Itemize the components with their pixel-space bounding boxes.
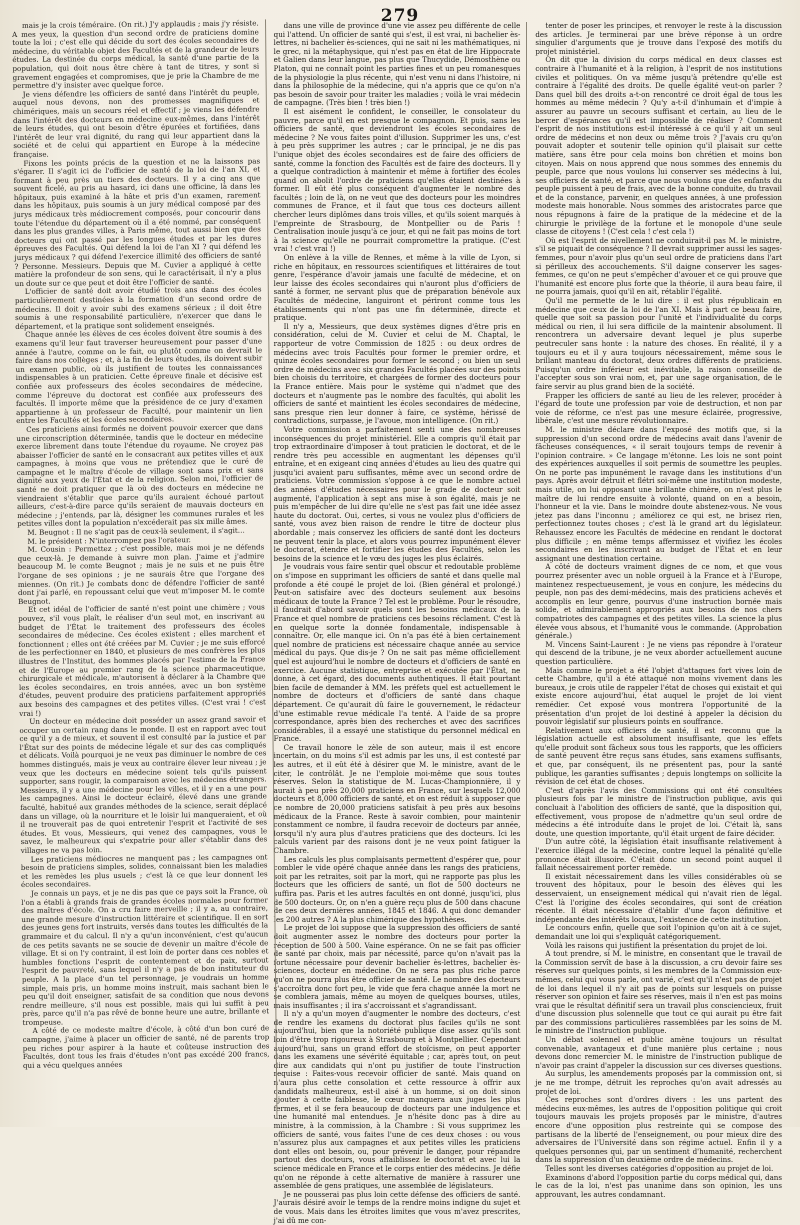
paragraph: Qu'il me permette de le lui dire : il est plus républicain en médecine que ceux de la loi de l'an XI. Mais à part ce beau faire, quelle que soit sa passion pour l'unité et l'individualité du corps médical ou rien, il lui sera difficile de la maintenir absolument. Il rencontrera un adversaire devant lequel je plus superbe peutreculer sans honte : la nature des choses. En réalité, il y a toujours eu et il y aura toujours nécessairement, même sous le brillant manteau du doctorat, deux ordres différents de praticiens. Puisqu'un ordre inférieur est inévitable, la raison conseille de l'accepter sous son vrai nom, et, par une sage organisation, de le faire servir au plus grand bien de la société. (535, 296, 783, 391)
paragraph: A tout prendre, si M. le ministre, en consentant que le travail de la Commission servît de base à la discussion, a cru devoir faire ses réserves sur quelques points, si les membres de la Commission eux-mêmes, celui qui vous parle, ont varié, c'est qu'il n'est pas de projet de loi dans lequel il n'y ait pas de points sur lesquels on puisse réserver son opinion et faire ses réserves, mais il n'en est pas moins vrai que le résultat définitif sera un travail plus consciencieux, fruit d'une discussion plus solennelle que tout ce qui aurait pu être fait par des commissions particulières rassemblées par les soins de M. le ministre de l'instruction publique. (535, 949, 783, 1036)
paragraph: Le projet de loi suppose que la suppression des officiers de santé doit augmenter assez le nombre des docteurs pour porter la réception de 500 à 500. Vaine espérance. On ne se fait pas officier de santé par choix, mais par nécessité, parce qu'on n'avait pas la fortune nécessaire pour devenir bachelier ès-lettres, bachelier ès-sciences, docteur en médecine. On ne sera pas plus riche parce qu'on ne pourra plus être officier de santé. Le nombre des docteurs s'accroîtra donc fort peu, le vide que fera chaque année la mort ne se comblera jamais, même au moyen de quelques bourses, utiles, mais insuffisantes ; il ira s'accroissant et s'agrandissant. (273, 923, 521, 1010)
paragraph: Ce travail honore le zèle de son auteur, mais il est encore incertain, on du moins s'il est admis par les uns, il est contesté par les autres, et il eût été à désirer que M. le ministre, avant de le citer, le contrôlât. Je ne l'emploie moi-même que sous toutes réserves. Selon la statistique de M. Lucas-Championnière, il y aurait à peu près 20,000 praticiens en France, sur lesquels 12,000 docteurs et 8,000 officiers de santé, et on est réduit à supposer que ce nombre de 20,000 praticiens satisfait à peu près aux besoins médicaux de la France. Reste à savoir combien, pour maintenir constamment ce nombre, il faudra recevoir de docteurs par année, lorsqu'il n'y aura plus d'autres praticiens que des docteurs. Ici les calculs varient par des raisons dont je ne veux point fatiguer la Chambre. (273, 742, 521, 855)
paragraph: M. le président : N'interrompez pas l'orateur. (27, 534, 191, 546)
column-left (12, 19, 277, 1120)
text-columns (12, 18, 788, 1225)
paragraph: Un débat solennel et public amène toujours un résultat convenable, avantageux et d'une manière plus certaine ; nous devons donc remercier M. le ministre de l'instruction publique de n'avoir pas craint d'appeler la discussion sur ces diverses questions. (535, 1035, 783, 1070)
paragraph: Il est aisément le confident, le conseiller, le consolateur du pauvre, parce qu'il en est presque le compagnon. Et puis, sans les officiers de santé, que deviendront les écoles secondaires de médecine ? Ne vous faites point d'illusion. Supprimer les uns, c'est à peu près supprimer les autres ; car le principal, je ne dis pas l'unique objet des écoles secondaires est de faire des officiers de santé, comme la fonction des Facultés est de faire des docteurs. Il y a quelque contradiction à maintenir et même à fortifier des écoles quand on abolit l'ordre de praticiens qu'elles étaient destinées à former. Il eût été plus conséquent d'augmenter le nombre des facultés ; loin de là, on ne veut que des docteurs pour les moindres communes de France, et il faut que tous ces docteurs aillent chercher leurs diplômes dans trois villes, et qu'ils soient marqués à l'empreinte de Strasbourg, de Montpellier ou de Paris ! Centralisation inouïe jusqu'à ce jour, et qui ne fait pas moins de tort à la science qu'elle ne pourrait compromettre la pratique. (C'est vrai ! c'est vrai !) (273, 106, 521, 254)
paragraph: Les praticiens médiocres ne manquent pas ; les campagnes ont besoin de praticiens simples, solides, connaissant bien les maladies et les remèdes les plus usuels ; c'est là ce que leur donnent les écoles secondaires. (20, 851, 268, 890)
paragraph: Il existait nécessairement dans les villes considérables où se trouvent des hôpitaux, pour le besoin des élèves qui les desservaient, un enseignement médical qui n'avait rien de légal. C'est là l'origine des écoles secondaires, qui sont de création récente. Il était nécessaire d'établir d'une façon définitive et indépendante des intérêts locaux, l'existence de cette institution. (535, 871, 783, 924)
paragraph: A côté de docteurs vraiment dignes de ce nom, et que vous pourrez présenter avec un noble orgueil à la France et à l'Europe, maintenez respectueusement, je vous en conjure, les médecins du peuple, non pas des demi-médecins, mais des praticiens achevés et accomplis en leur genre, pourvus d'une instruction bornée mais solide, et admirablement appropriés aux besoins de nos chers compatriotes des campagnes et des petites villes. La science la plus élevée vous absous, et l'humanité vous le commande. (Approbation générale.) (535, 562, 783, 641)
paragraph: Un docteur en médecine doit posséder un assez grand savoir et occuper un certain rang dans le monde. Il est en rapport avec tout ce qu'il y a de mieux, et souvent il est consulté par la justice et par l'État sur des points de médecine légale et sur des cas compliqués et délicats. Voilà pourquoi je ne veux pas diminuer le nombre de ces hommes distingués, mais je veux au contraire élever leur niveau ; je veux que les docteurs en médecine soient tels qu'ils puissent supporter, sans rougir, la comparaison avec les médecins étrangers. Messieurs, il y a une médecine pour les villes, et il y en a une pour les campagnes. Ainsi le docteur éclairé, élevé dans une grande faculté, habitué aux grandes méthodes de la science, serait déplacé dans un village, où la nourriture et le loisir lui manqueraient, et où il ne trouverait pas de quoi entretenir l'esprit et l'activité de ses études. Et vous, Messieurs, qui venez des campagnes, vous le savez, le malheureux qui s'expatrie pour aller s'établir dans des villages ne va pas loin. (19, 714, 268, 855)
paragraph: M. le ministre déclare dans l'exposé des motifs que, si la suppression d'un second ordre de médecins avait dans l'avenir de fâcheuses conséquences, « il serait toujours temps de revenir à l'opinion contraire. » Ce langage m'étonne. Les lois ne sont point des expériences auxquelles il soit permis de soumettre les peuples. On ne porte pas impunément le ravage dans les institutions d'un pays. Après avoir détruit et flétri soi-même une institution modeste, mais utile, on lui opposant une brillante chimère, on n'est plus le maître de lui rendre ensuite à volonté, quand on en a besoin, l'honneur et la vie. Dans le moindre doute abstenez-vous. Ne vous jetez pas dans l'inconnu ; améliorez ce qui est, ne brisez rien, perfectionnez toutes choses ; c'est là le grand art du législateur. Rehaussez encore les Facultés de médecine en rendant le doctorat plus difficile ; en même temps affermissez et vivifiez les écoles secondaires en les inscrivant au budget de l'État et en leur assignant une destination certaine. (535, 424, 783, 563)
paragraph: Où est l'esprit de nivellement ne conduirait-il pas M. le ministre, s'il se piquait de conséquence ? Il devrait supprimer aussi les sages-femmes, pour n'avoir plus qu'un seul ordre de praticiens dans l'art si périlleux des accouchements. S'il daigne conserver les sages-femmes, ce qu'on ne peut s'empêcher d'avouer et ce qui prouve que l'humanité est encore plus forte que la théorie, il aura beau faire, il ne pourra jamais, quoi qu'il en ait, rétablir l'égalité. (535, 235, 783, 297)
paragraph: Fixons les points précis de la question et ne la laissons pas s'égarer. Il s'agit ici de l'officier de santé de la loi de l'an XI, et formant à peu près un tiers des docteurs. Il y a cinq ans que souvent ficelé, au pris au hasard, ici dans une officine, là dans les hôpitaux, puis examiné à la hâte et pris d'un examen, rarement dans les hôpitaux, puis soumis à un jury médical composé par des jurys médicaux très médiocrement composés, pour concourir dans toute l'étendue du département où il a été nommé, par conséquent dans les plus grandes villes, à Paris même, tout aussi bien que des docteurs qui ont passé par les longues études et par les dures épreuves des Facultés. Qui défend la loi de l'an XI ? qui défend les jurys médicaux ? qui défend l'exercice illimité des officiers de santé ? Personne. Messieurs. Depuis que M. Cuvier a appliqué à cette matière la profondeur de son sens, qui le caractérisait, il n'y a plus un doute sur ce que peut et doit être l'officier de santé. (13, 155, 262, 288)
page-number: 279 (380, 6, 420, 26)
paragraph: Voilà les raisons qui justifient la présentation du projet de loi. (545, 940, 768, 950)
paragraph: Il n'y a, Messieurs, que deux systèmes dignes d'être pris en considération, celui de M. Cuvier et celui de M. Chaptal, le rapporteur de votre Commission de 1825 : ou deux ordres de médecins avec trois Facultés pour former le premier ordre, et quinze écoles secondaires pour former le second ; ou bien un seul ordre de médecins avec six grandes Facultés placées sur des points bien choisis du territoire, et chargées de former des docteurs pour la France entière. Mais pour le système qui n'admet que des docteurs et n'augmente pas le nombre des facultés, qui abolit les officiers de santé et maintient les écoles secondaires de médecine, sans presque rien leur donner à faire, ce système, hérissé de contradictions, surpasse, je l'avoue, mon intelligence. (On rit.) (273, 321, 521, 426)
paragraph: Je connais un pays, et je ne dis pas que ce pays soit la France, où l'on a établi à grands frais de grandes écoles normales pour former des maîtres d'école. On a cru faire merveille ; il y a, au contraire, une grande mesure d'instruction littéraire et scientifique. Il en sort des jeunes gens fort instruits, versés dans toutes les difficultés de la grammaire et du calcul. Il n'y a qu'un inconvénient, c'est qu'aucun de ces petits savants ne se soucie de devenir un maître d'école de village. Et si on l'y contraint, il est loin de porter dans ces nobles et humbles fonctions l'esprit de contentement et de paix, surtout l'esprit de pauvreté, sans lequel il n'y a pas de bon instituteur du peuple. A la place d'un tel personnage, je voudrais un homme simple, mais pris, un homme moins instruit, mais sachant bien le peu qu'il doit enseigner, satisfait de sa condition que nous devons rendre meilleure, s'il nous est possible, mais qui lui suffit à peu près, parce qu'il n'a pas rêvé de bonne heure une autre, brillante et trompeuse. (21, 886, 270, 1027)
paragraph: Le concours enfin, quelle que soit l'opinion qu'on ait à ce sujet, demandait une loi qui s'expliquât catégoriquement. (535, 923, 783, 941)
paragraph: Il n'y a qu'un moyen d'augmenter le nombre des docteurs, c'est de rendre les examens du doctorat plus faciles qu'ils ne sont aujourd'hui, bien que la notoriété publique dise assez qu'ils sont loin d'être trop rigoureux à Strasbourg et à Montpellier. Cependant aujourd'hui, sans un grand effort de stoïcisme, on peut apporter dans les examens une sévérité équitable ; car, après tout, on peut dire aux candidats qui n'ont pu justifier de toute l'instruction requise : Faites-vous recevoir officier de santé. Mais quand on n'aura plus cette consolation et cette ressource à offrir aux candidats malheureux, est-il aisé à un homme, si on doit sinon ajouter à cette faiblesse, le cœur manquera aux juges les plus fermes, et il se fera beaucoup de docteurs par une indulgence et une humanité mal entendues. Je n'hésite donc pas à dire au ministre, à la commission, à la Chambre : Si vous supprimez les officiers de santé, vous faites l'une de ces deux choses : ou vous n'assurez plus aux campagnes et aux petites villes les praticiens dont elles ont besoin, ou, pour prévenir le danger, pour répandre partout des docteurs, vous affaiblissez le doctorat et avec lui la science médicale en France et le corps entier des médecins. Je défie qu'on ne réponde à cette alternative de manière à rassurer une assemblée de gens pratiques, une assemblée de législateurs. (273, 1009, 521, 1191)
paragraph: Je ne pousserai pas plus loin cette défense des officiers de santé. J'aurais désiré avoir le temps de la rendre moins indigne du sujet et de vous. Mais dans les étroites limites que vous m'avez prescrites, j'ai dû me con- (273, 1189, 521, 1225)
paragraph: D'un autre côté, la législation était insuffisante relativement à l'exercice illégal de la médecine, contre lequel la pénalité qu'elle prononce était illusoire. C'était donc un second point auquel il fallait nécessairement porter remède. (535, 837, 783, 873)
paragraph: On dit que la division du corps médical en deux classes est contraire à l'humanité et à la religion, à l'esprit de nos institutions civiles et politiques. On va même jusqu'à prétendre qu'elle est contraire à l'égalité des droits. De quelle égalité veut-on parler ? Dans quel bill des droits a-t-on rencontré ce droit égal de tous les hommes au même médecin ? Qu'y a-t-il d'inhumain et d'impie à assurer au pauvre un secours suffisant et certain, au lieu de le bercer d'espérances qu'il est impossible de réaliser ? Comment l'esprit de nos institutions est-il intéressé à ce qu'il y ait un seul ordre de médecins et non deux ou même trois ? J'avais cru qu'on pouvait adopter et soutenir telle opinion qu'il plaisait sur cette matière, sans être pour cela moins bon chrétien et moins bon citoyen. Mais on nous apprend que nous sommes des ennemis du peuple, parce que nous voulons lui conserver ses médecins à lui, ses officiers de santé, et parce que nous voulons que des enfants du peuple puissent à peu de frais, avec de la bonne conduite, du travail et de la constance, parvenir, en quelques années, à une profession modeste mais honorable. Nous sommes des aristocrates parce que nous répugnons à faire de la pratique de la médecine et de la chirurgie le privilège de la fortune et le monopole d'une seule classe de citoyens ! (C'est cela ! c'est cela !) (535, 55, 783, 237)
paragraph: L'officier de santé doit avoir étudié trois ans dans des écoles particulièrement destinées à la formation d'un second ordre de médecins. Il doit y avoir subi des examens sérieux ; il doit être soumis à une responsabilité particulière, n'exercer que dans le département, et la pratique sont solidement enseignés. (14, 284, 262, 331)
column-middle (273, 21, 528, 1225)
paragraph: Ces reproches sont d'ordres divers : les uns partent des médecins eux-mêmes, les autres de l'opposition politique qui croit toujours mauvais les projets proposés par le ministre, d'autres encore d'une opposition plus restreinte qui se compose des partisans de la liberté de l'enseignement, ou pour mieux dire des adversaires de l'Université dans son régime actuel. Enfin il y a quelques personnes qui, par un sentiment d'humanité, recherchent dans la suppression d'un deuxième ordre de médecins. (535, 1095, 783, 1165)
paragraph: dans une ville de province d'une vie assez peu différente de celle qui l'attend. Un officier de santé qui s'est, il est vrai, ni bachelier ès-lettres, ni bachelier ès-sciences, qui ne sait ni les mathématiques, ni le grec, ni la métaphysique, qui n'est pas en état de lire Hippocrate et Galien dans leur langue, pas plus que Thucydide, Démosthène ou Platon, qui ne connaît point les parties fines et un peu romanesques de la physiologie la plus récente, qui n'est venu ni dans l'histoire, ni dans la philosophie de la médecine, qui n'a appris que ce qu'on n'a pas besoin de savoir pour traiter les maladies ; voilà le vrai médecin de campagne. (Très bien ! très bien !) (273, 21, 521, 108)
paragraph: Votre commission a parfaitement senti une des nombreuses inconséquences du projet ministériel. Elle a compris qu'il était par trop extraordinaire d'imposer à tout praticien le doctorat, et de le rendre très peu accessible en augmentant les dépenses qu'il entraîne, et en exigeant cinq années d'études au lieu des quatre qui jusqu'ici avaient paru suffisantes, même avec un second ordre de praticiens. Votre commission s'oppose à ce que le nombre actuel des années d'études nécessaires pour le grade de docteur soit augmenté, l'application à sept ans mise à son égalité, mais je ne puis m'empêcher de lui dire qu'elle ne s'est pas fait une idée assez haute du doctorat. Oui, certes, si vous ne voulez plus d'officiers de santé, vous avez bien raison de rendre le titre de docteur plus abordable ; mais conservez les officiers de santé dont les docteurs ne peuvent tenir la place, et alors vous pourrez impunément élever le doctorat, étendre et fortifier les études des Facultés, selon les besoins de la science et le vœu des juges les plus éclairés. (273, 424, 521, 563)
paragraph: Examinons d'abord l'opposition partie du corps médical qui, dans le cas de la loi, n'est pas unanime dans son opinion, les uns approuvant, les autres condamnant. (535, 1172, 783, 1199)
paragraph: tenter de poser les principes, et renvoyer le reste à la discussion des articles. Je terminerai par une brève réponse à un ordre singulier d'arguments que je trouve dans l'exposé des motifs du projet ministériel. (535, 21, 783, 56)
paragraph: Au surplus, les amendements proposés par la commission ont, si je ne me trompe, détruit les reproches qu'on avait adressés au projet de loi. (535, 1069, 783, 1096)
paragraph: Chaque année les élèves de ces écoles doivent être soumis à des examens qu'il leur faut traverser heureusement pour passer d'une année à l'autre, comme on le fait, ou plutôt comme on devrait le faire dans nos collèges ; et, à la fin de leurs études, ils doivent subir un examen public, où ils justifient de toutes les connaissances indispensables à un praticien. Cette épreuve finale et décisive est confiée aux professeurs des écoles secondaires de médecine, comme l'épreuve du doctorat est confiée aux professeurs des facultés. Il importe même que la présidence de ce jury d'examen appartienne à un professeur de Faculté, pour maintenir un lien entre les Facultés et les écoles secondaires. (15, 327, 263, 426)
paragraph: mais je la crois téméraire. (On rit.) J'y applaudis ; mais j'y résiste. A mes yeux, la question d'un second ordre de praticiens domine toute la loi ; c'est elle qui décide du sort des écoles secondaires de médecine, du véritable objet des Facultés et de la grandeur de leurs études. La destinée du corps médical, la santé d'une partie de la population, qui doit nous être chère à tant de titres, y sont si gravement engagées et compromises, que je prie la Chambre de me permettre d'y insister avec quelque force. (12, 18, 260, 91)
paragraph: M. Beugnot : Il ne s'agit pas de ceux-là seulement, il s'agit… (27, 525, 245, 537)
paragraph: Relativement aux officiers de santé, il est reconnu que la législation actuelle est absolument insuffisante, que les effets qu'elle produit sont fâcheux sous tous les rapports, que les officiers de santé peuvent être reçus sans études, sans examens suffisants, et que, par conséquent, ils ne présentent pas, pour la santé publique, les garanties suffisantes ; depuis longtemps on sollicite la révision de cet état de choses. (535, 725, 783, 787)
paragraph: C'est d'après l'avis des Commissions qui ont été consultées plusieurs fois par le ministre de l'instruction publique, avis qui concluait à l'abolition des officiers de santé, que la disposition qui, effectivement, vous propose de n'admettre qu'un seul ordre de médecins a été introduite dans le projet de loi. C'était là, sans doute, une question importante, qu'il était urgent de faire décider. (535, 785, 783, 838)
paragraph: Frapper les officiers de santé au lieu de les relever, procéder à l'égard de toute une profession par voie de destruction, et non par voie de réforme, ce n'est pas une mesure éclairée, progressive, libérale, c'est une mesure révolutionnaire. (535, 390, 783, 426)
paragraph: M. Cousin : Permettez ; c'est possible, mais moi je ne défends que ceux-là. Je demande à suivre mon plan. J'aime et j'admire beaucoup M. le comte Beugnot ; mais je ne suis et ne puis être l'organe de ses opinions ; je ne saurais être que l'organe des miennes. (On rit.) Je combats donc de défendre l'officier de santé dont j'ai parlé, en repoussant celui que veut m'imposer M. le comte Beugnot. (17, 542, 265, 606)
paragraph: Mais comme le projet a été l'objet d'attaques fort vives loin de cette Chambre, qu'il a été attaqué non moins vivement dans les bureaux, je crois utile de rappeler l'état de choses qui existait et qui existe encore aujourd'hui, état auquel le projet de loi vient remédier. Cet exposé vous montrera l'opportunité de la présentation d'un projet de loi destiné à appeler la décision du pouvoir législatif sur plusieurs points en souffrance. (535, 665, 783, 727)
paragraph: Telles sont les diverses catégories d'opposition au projet de loi. (545, 1163, 774, 1173)
paragraph: Je voudrais vous faire sentir quel obscur et redoutable problème on s'impose en supprimant les officiers de santé et dans quelle mal profonde a été coupé le projet de loi. (Bien général et prolongé.) Peut-on satisfaire avec des docteurs seulement aux besoins médicaux de toute la France ? Tel est le problème. Pour le résoudre, il faudrait d'abord savoir quels sont les besoins médicaux de la France et quel nombre de praticiens ces besoins réclament. C'est là en quelque sorte la donnée fondamentale, indispensable à connaître. Or, elle manque ici. On n'a pas été à bien certainement quel nombre de praticiens est nécessaire chaque année au service médical du pays. Que dis-je ? On ne sait pas même officiellement quel est aujourd'hui le nombre de docteurs et d'officiers de santé en exercice. Aucune statistique, entreprise et exécutée par l'État, ne donne, à cet égard, des documents authentiques. Il était pourtant bien facile de demander à MM. les préfets quel est actuellement le nombre de docteurs et d'officiers de santé dans chaque département. Ce qu'aurait dû faire le gouvernement, le rédacteur d'une estimable revue médicale l'a tenté. A l'aide de sa propre correspondance, après bien des recherches et avec des sacrifices considérables, il a essayé une statistique du personnel médical en France. (273, 562, 521, 744)
paragraph: Je viens défendre les officiers de santé dans l'intérêt du peuple, auquel nous devons, non des promesses magnifiques et chimériques, mais un secours réel et effectif ; je viens les défendre dans l'intérêt des docteurs en médecine eux-mêmes, dans l'intérêt de leurs études, qui ont besoin d'être épurées et fortifiées, dans l'intérêt de leur vrai dignité, du rang qui leur appartient dans la société et de celui qui appartient en Europe à la médecine française. (12, 87, 261, 159)
paragraph: M. Vincens Saint-Laurent : Je ne viens pas répondre à l'orateur qui descend de la tribune, je ne veux aborder actuellement aucune question particulière. (535, 639, 783, 666)
paragraph: Les calculs les plus complaisants permettent d'espérer que, pour combler le vide opéré chaque année dans les rangs des praticiens, soit par les retraites, soit par la mort, qui ne rapporte pas plus les docteurs que les officiers de santé, un flot de 500 docteurs ne suffira pas. Paris et les autres facultés en ont donné, jusqu'ici, plus de 500 docteurs. Or, on n'en a guère reçu plus de 500 dans chacune de ces deux dernières années, 1845 et 1846. A qui donc demander les 200 autres ? A la plus chimérique des hypothèses. (273, 854, 521, 924)
paragraph: A côté de ce modeste maître d'école, à côté d'un bon curé de campagne, j'aime à placer un officier de santé, né de parents trop peu riches pour aspirer à la haute et coûteuse instruction des Facultés, dont tous les frais d'études n'ont pas excédé 200 francs, qui a vécu quelques années (22, 1023, 270, 1070)
paragraph: Et cet idéal de l'officier de santé n'est point une chimère ; vous pouvez, s'il vous plaît, le réaliser d'un seul mot, en inscrivant au budget de l'État le traitement des professeurs des écoles secondaires de médecine. Ces écoles existent ; elles marchent et fonctionnent ; elles ont été créées par M. Cuvier ; je me suis efforcé de les perfectionner en 1840, et plusieurs de mes confrères les plus illustres de l'Institut, des hommes placés par l'estime de la France et de l'Europe au premier rang de la science pharmaceutique, chirurgicale et médicale, m'autorisent à déclarer à la Chambre que les écoles secondaires, en trois années, avec un bon système d'études, peuvent produire des praticiens parfaitement appropriés aux besoins des campagnes et des petites villes. (C'est vrai ! c'est vrai !) (18, 602, 266, 718)
column-right (535, 21, 788, 1199)
paragraph: Ces praticiens ainsi formés ne doivent pouvoir exercer que dans une circonscription déterminée, tandis que le docteur en médecine exerce librement dans toute l'étendue du royaume. Ne croyez pas abaisser l'officier de santé en le consacrant aux petites villes et aux campagnes, à moins que vous ne prétendiez que le curé de campagne et le maître d'école de village sont sans prix et sans dignité aux yeux de l'État et de la religion. Selon moi, l'officier de santé ne doit pratiquer que là où des docteurs en médecine ne viendraient s'établir que parce qu'ils auraient échoué partout ailleurs, c'est-à-dire parce qu'ils seraient de mauvais docteurs en médecine ; j'entends, par là, désigner les communes rurales et les petites villes dont la population n'excéderait pas six mille âmes. (16, 422, 264, 529)
paragraph: On enlève à la ville de Rennes, et même à la ville de Lyon, si riche en hôpitaux, en ressources scientifiques et littéraires de tout genre, l'espérance d'avoir jamais une faculté de médecine, et on leur laisse des écoles secondaires qui n'auront plus d'officiers de santé à former, ne servant plus que de préparation bénévole aux Facultés de médecine, languiront et périront comme tous les établissements qui n'ont pas une fin déterminée, directe et pratique. (273, 253, 521, 323)
